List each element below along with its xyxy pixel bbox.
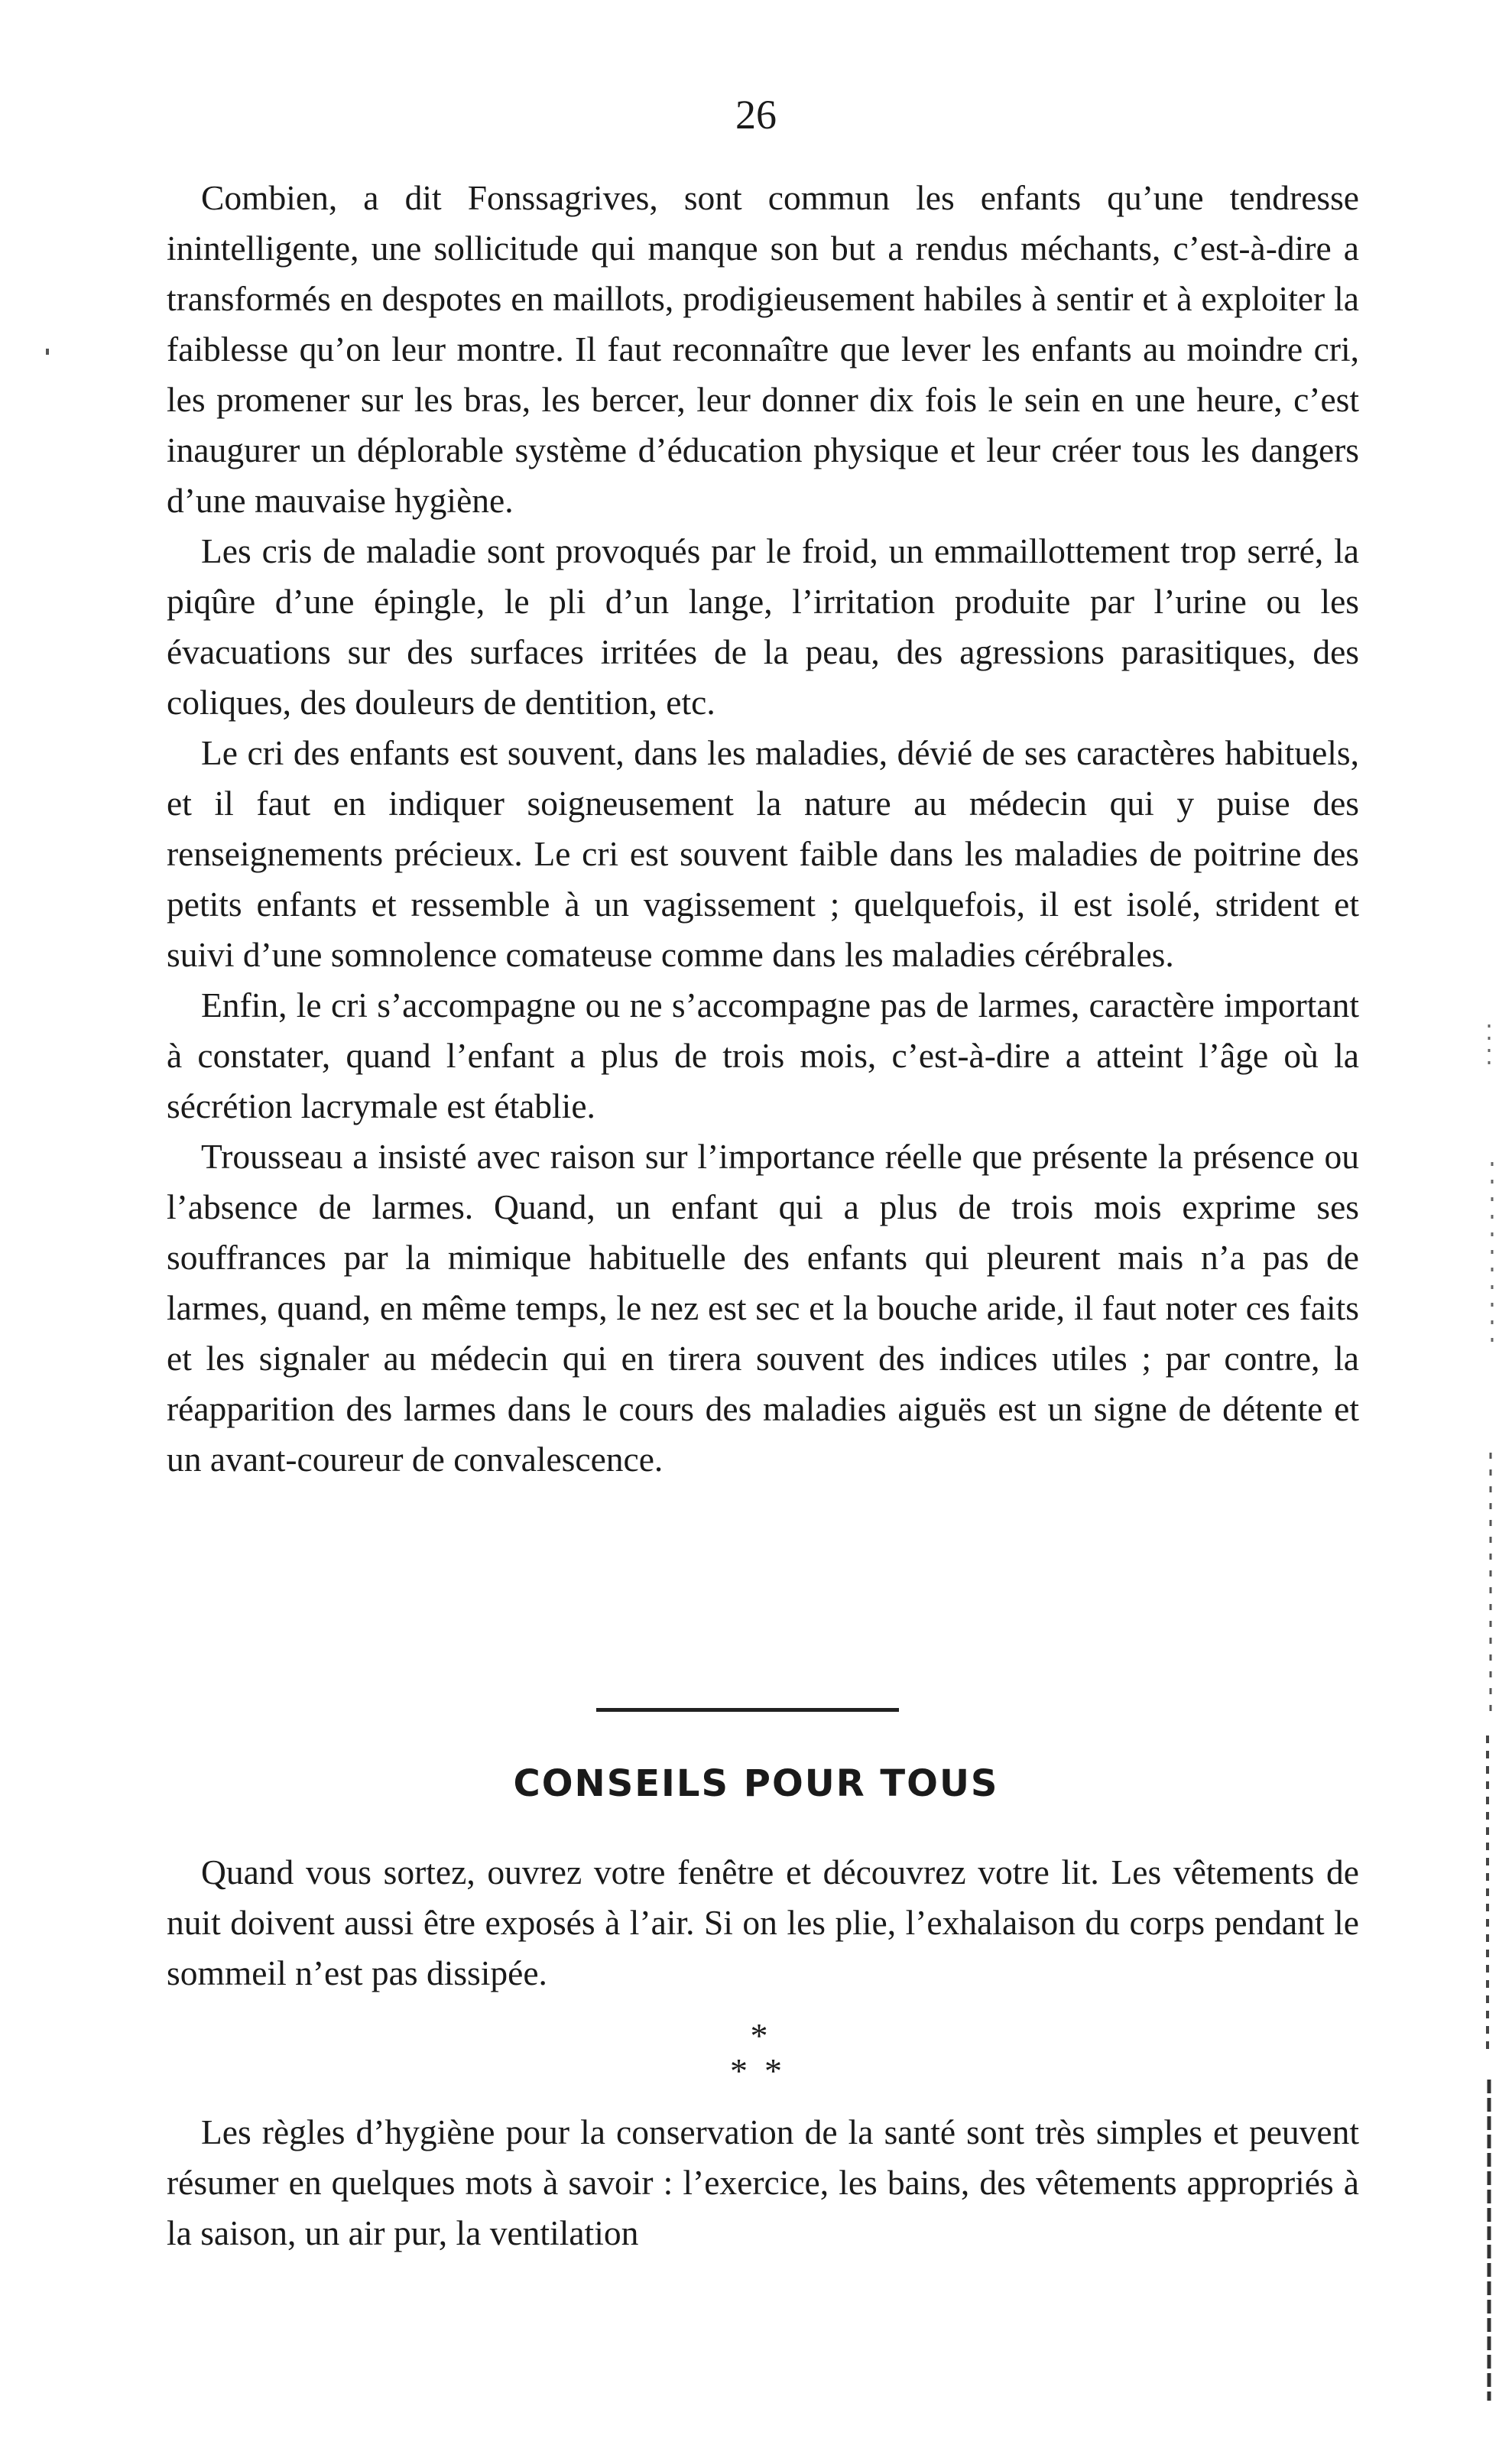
paragraph-larmes: Enfin, le cri s’accompagne ou ne s’accompagne pas de larmes, caractère important à constater, quand l’enfant a plus de trois mois, c’est-à-dire a atteint l’âge où la sécrétion lacrymale est établie. [167, 985, 1359, 1125]
final-text-block [167, 2107, 1359, 2258]
paragraph-cri-devie: Le cri des enfants est souvent, dans les maladies, dévié de ses caractères habituels, et il faut en indiquer soigneusement la nature au médecin qui y puise des renseignements précieux. Le cri est souvent faible dans les maladies de poitrine des petits enfants et ressemble à un vagissement ; quelquefois, il est isolé, strident et suivi d’une somnolence comateuse comme dans les maladies cérébrales. [167, 733, 1359, 974]
paragraph-fonssagrives: Combien, a dit Fonssagrives, sont commun les enfants qu’une tendresse inintelligente, une sollicitude qui manque son but a rendus méchants, c’est-à-dire a transformés en despotes en maillots, prodigieusement habiles à sentir et à exploiter la faiblesse qu’on leur montre. Il faut reconnaître que lever les enfants au moindre cri, les promener sur les bras, les bercer, leur donner dix fois le sein en une heure, c’est inaugurer un déplorable système d’éducation physique et leur créer tous les dangers d’une mauvaise hygiène. [167, 178, 1359, 520]
section-divider [596, 1708, 899, 1712]
paragraph-trousseau: Trousseau a insisté avec raison sur l’importance réelle que présente la présence ou l’absence de larmes. Quand, un enfant qui a plus de trois mois exprime ses souffrances par la mimique habituelle des enfants qui pleurent mais n’a pas de larmes, quand, en même temps, le nez est sec et la bouche aride, il faut noter ces faits et les signaler au médecin qui en tirera souvent des indices utiles ; par contre, la réapparition des larmes dans le cours des maladies aiguës est un signe de détente et un avant-coureur de convalescence. [167, 1137, 1359, 1479]
asterism-top-star: * [750, 2016, 768, 2055]
paragraph-conseils: Quand vous sortez, ouvrez votre fenêtre et découvrez votre lit. Les vêtements de nuit doivent aussi être exposés à l’air. Si on les plie, l’exhalaison du corps pendant le sommeil n’est pas dissipée. [167, 1852, 1359, 1992]
main-text-block [167, 173, 1359, 1485]
page-number: 26 [735, 92, 777, 138]
right-margin-scan-marks [1436, 1024, 1512, 2401]
section-heading: CONSEILS POUR TOUS [513, 1762, 999, 1805]
paragraph-regles-hygiene: Les règles d’hygiène pour la conservation de la santé sont très simples et peuvent résumer en quelques mots à savoir : l’exercice, les bains, des vêtements appropriés à la saison, un air pur, la ventilation [167, 2112, 1359, 2252]
asterism-bottom-stars: ** [730, 2051, 799, 2090]
paragraph-cris-de-maladie: Les cris de maladie sont provoqués par le froid, un emmaillottement trop serré, la piqûre d’une épingle, le pli d’un lange, l’irritation produite par l’urine ou les évacuations sur des surfaces irritées de la peau, des agressions parasitiques, des coliques, des douleurs de dentition, etc. [167, 531, 1359, 722]
advice-text-block [167, 1847, 1359, 1999]
asterism [0, 2016, 1512, 2090]
left-margin-speck [46, 349, 49, 355]
